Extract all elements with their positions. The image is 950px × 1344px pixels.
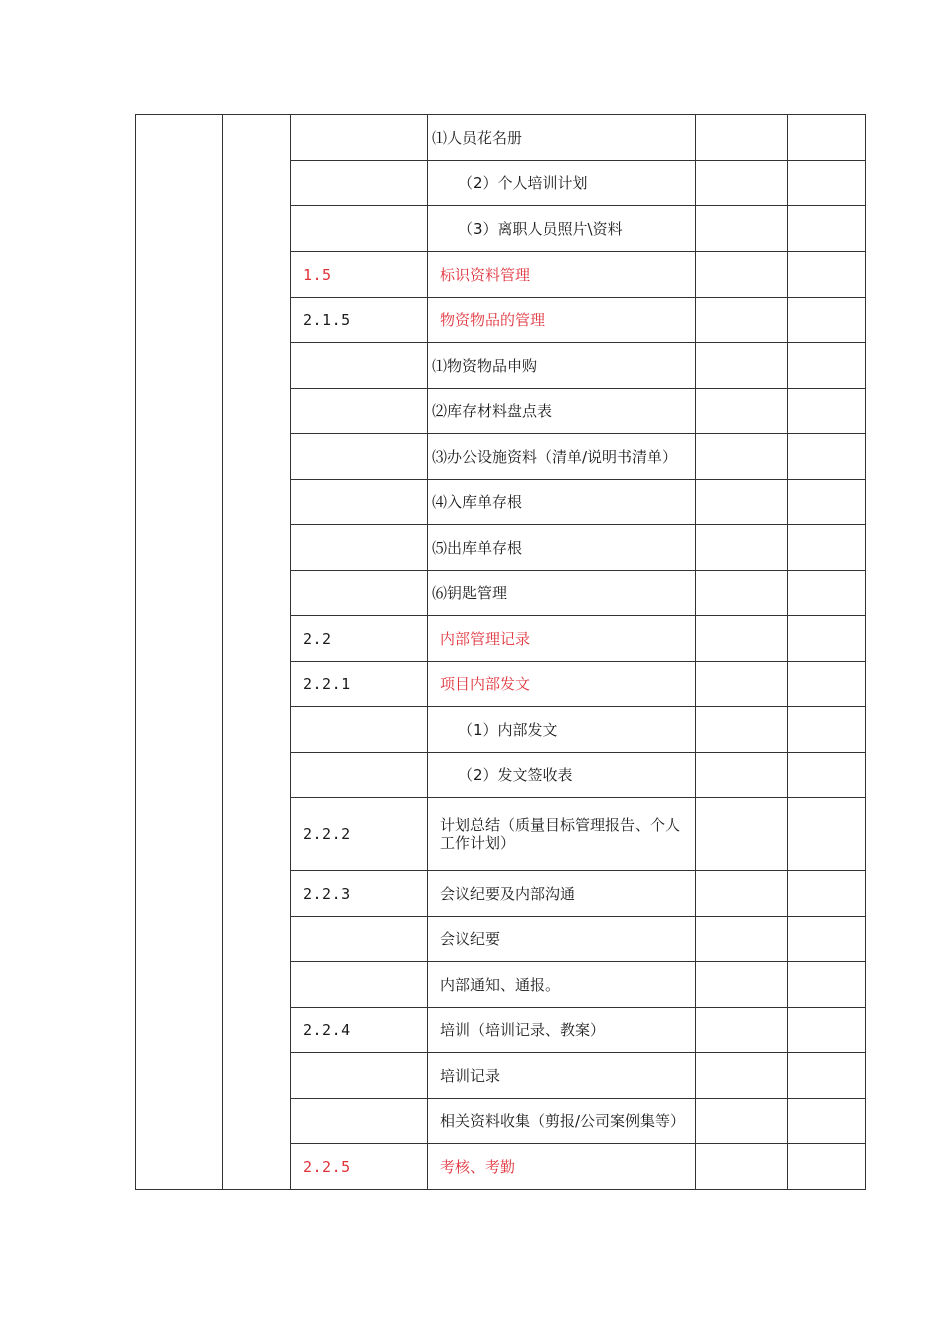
empty-cell: [788, 662, 866, 707]
item-description-text: （2）发文签收表: [458, 766, 573, 784]
item-number: [291, 1099, 428, 1144]
item-description-text: ⑹钥匙管理: [432, 584, 508, 602]
item-description-text: ⑴人员花名册: [432, 128, 523, 147]
item-description-text: 物资物品的管理: [440, 311, 546, 329]
item-description: [428, 571, 696, 616]
item-number: 2.2.2: [291, 798, 428, 871]
item-description-text: 内部管理记录: [440, 629, 531, 648]
empty-cell: [788, 206, 866, 252]
item-description: [428, 115, 696, 161]
item-number: [291, 707, 428, 753]
empty-cell: [696, 525, 788, 571]
item-description-text: 会议纪要: [440, 930, 501, 948]
empty-cell: [696, 871, 788, 917]
item-description: [428, 662, 696, 707]
empty-cell: [696, 798, 788, 871]
item-description: [428, 917, 696, 962]
item-number: [291, 571, 428, 616]
item-description: [428, 480, 696, 525]
empty-cell: [788, 1099, 866, 1144]
item-number: [291, 115, 428, 161]
empty-cell: [788, 252, 866, 298]
empty-cell: [788, 343, 866, 389]
item-description: [428, 871, 696, 917]
item-description: [428, 753, 696, 798]
item-description: [428, 798, 696, 871]
item-description: [428, 616, 696, 662]
item-description: [428, 1053, 696, 1099]
table-body: [136, 115, 866, 1190]
empty-cell: [696, 1099, 788, 1144]
item-number: [291, 434, 428, 480]
merged-column-a: [136, 115, 223, 1190]
item-description-text: ⑶办公设施资料（清单/说明书清单）: [432, 447, 678, 466]
empty-cell: [788, 525, 866, 571]
empty-cell: [696, 1008, 788, 1053]
empty-cell: [788, 298, 866, 343]
empty-cell: [788, 115, 866, 161]
empty-cell: [696, 161, 788, 206]
item-number: 2.2.3: [291, 871, 428, 917]
empty-cell: [696, 115, 788, 161]
item-number: 2.2.5: [291, 1144, 428, 1190]
item-number: 2.2.1: [291, 662, 428, 707]
item-number: [291, 161, 428, 206]
empty-cell: [788, 871, 866, 917]
empty-cell: [696, 1053, 788, 1099]
empty-cell: [696, 962, 788, 1008]
item-description-text: ⑷入库单存根: [432, 493, 523, 511]
table-row: [136, 115, 866, 161]
empty-cell: [788, 1144, 866, 1190]
item-description: [428, 434, 696, 480]
item-description: [428, 1099, 696, 1144]
item-description: [428, 1144, 696, 1190]
item-number: [291, 480, 428, 525]
empty-cell: [788, 962, 866, 1008]
item-description-text: 标识资料管理: [440, 265, 531, 284]
item-description-text: （3）离职人员照片\资料: [458, 219, 623, 238]
empty-cell: [788, 1053, 866, 1099]
item-description-text: 培训记录: [440, 1066, 501, 1085]
item-description-text: 项目内部发文: [440, 675, 531, 693]
item-number: [291, 343, 428, 389]
item-number: [291, 525, 428, 571]
empty-cell: [788, 571, 866, 616]
item-description: [428, 962, 696, 1008]
item-number: 2.2: [291, 616, 428, 662]
item-description: [428, 343, 696, 389]
item-description-text: 内部通知、通报。: [440, 975, 561, 994]
empty-cell: [696, 753, 788, 798]
empty-cell: [788, 616, 866, 662]
item-description: [428, 206, 696, 252]
empty-cell: [696, 662, 788, 707]
empty-cell: [788, 753, 866, 798]
item-description: [428, 707, 696, 753]
item-number: 2.1.5: [291, 298, 428, 343]
item-number: [291, 389, 428, 434]
item-description-text: 相关资料收集（剪报/公司案例集等）: [440, 1112, 686, 1130]
item-description: [428, 389, 696, 434]
item-number: [291, 962, 428, 1008]
empty-cell: [788, 480, 866, 525]
empty-cell: [788, 389, 866, 434]
empty-cell: [696, 571, 788, 616]
item-number: 1.5: [291, 252, 428, 298]
empty-cell: [696, 917, 788, 962]
item-number: [291, 1053, 428, 1099]
empty-cell: [696, 434, 788, 480]
empty-cell: [788, 798, 866, 871]
empty-cell: [696, 480, 788, 525]
empty-cell: [788, 1008, 866, 1053]
empty-cell: [696, 252, 788, 298]
empty-cell: [696, 206, 788, 252]
item-description-text: 培训（培训记录、教案）: [440, 1021, 606, 1039]
empty-cell: [696, 707, 788, 753]
empty-cell: [788, 161, 866, 206]
item-number: [291, 206, 428, 252]
item-description-text: 会议纪要及内部沟通: [440, 884, 576, 903]
item-number: [291, 753, 428, 798]
item-number: 2.2.4: [291, 1008, 428, 1053]
item-description-text: 考核、考勤: [440, 1157, 516, 1176]
item-description: [428, 1008, 696, 1053]
document-table: [135, 114, 866, 1190]
item-description-text: （1）内部发文: [458, 720, 558, 739]
item-description: [428, 252, 696, 298]
item-description: [428, 161, 696, 206]
item-description: [428, 525, 696, 571]
item-description-text: ⑵库存材料盘点表: [432, 402, 553, 420]
item-description-text: （2）个人培训计划: [458, 174, 588, 192]
empty-cell: [696, 298, 788, 343]
item-number: [291, 917, 428, 962]
empty-cell: [696, 1144, 788, 1190]
item-description: [428, 298, 696, 343]
empty-cell: [696, 616, 788, 662]
empty-cell: [696, 343, 788, 389]
empty-cell: [788, 917, 866, 962]
item-description-text: 计划总结（质量目标管理报告、个人工作计划）: [440, 816, 681, 852]
merged-column-b: [223, 115, 291, 1190]
empty-cell: [696, 389, 788, 434]
empty-cell: [788, 707, 866, 753]
item-description-text: ⑸出库单存根: [432, 538, 523, 557]
item-description-text: ⑴物资物品申购: [432, 356, 538, 375]
empty-cell: [788, 434, 866, 480]
